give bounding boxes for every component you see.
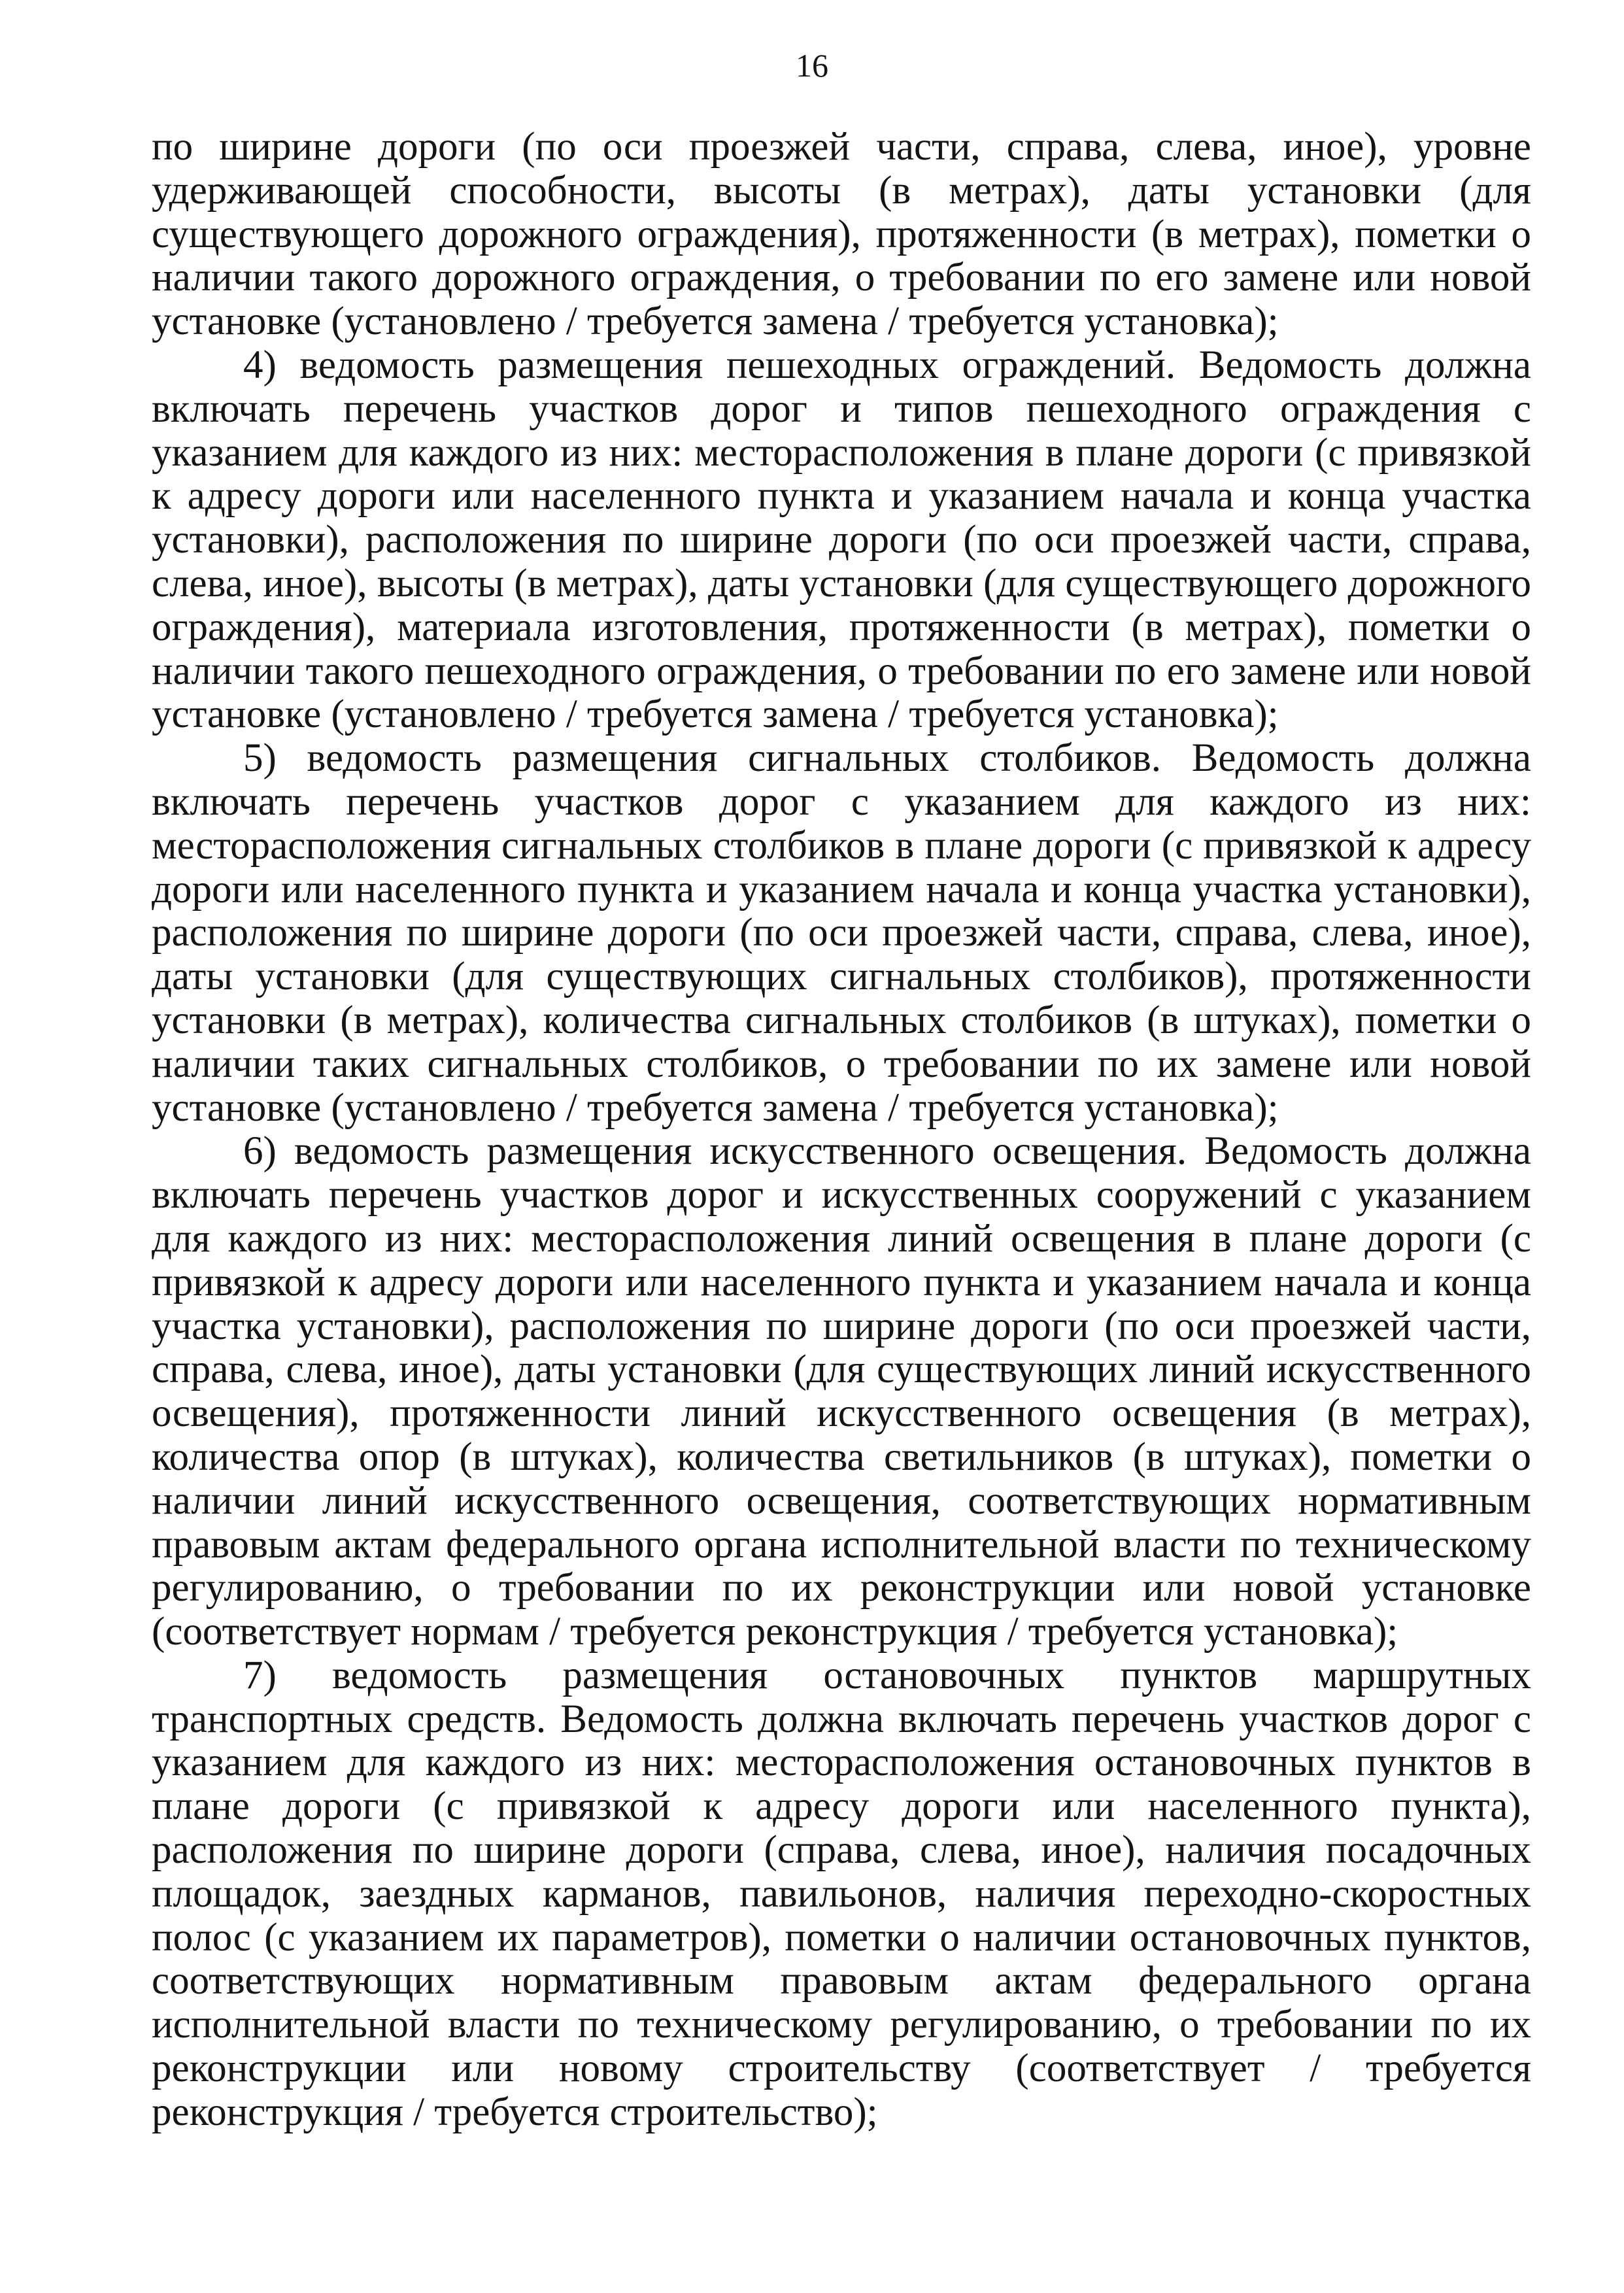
paragraph-item-6: 6) ведомость размещения искусственного освещения. Ведомость должна включать перечень участков дорог и искусственных сооружений с указанием для каждого из них: месторасположения линий освещения в плане дороги (с привязкой к адресу дороги или населенного пункта и указанием начала и конца участка установки), расположения по ширине дороги (по оси проезжей части, справа, слева, иное), даты установки (для существующих линий искусственного освещения), протяженности линий искусственного освещения (в метрах), количества опор (в штуках), количества светильников (в штуках), пометки о наличии линий искусственного освещения, соответствующих нормативным правовым актам федерального органа исполнительной власти по техническому регулированию, о требовании по их реконструкции или новой установке (соответствует нормам / требуется реконструкция / требуется установка); [152, 1129, 1531, 1654]
paragraph-item-4: 4) ведомость размещения пешеходных ограждений. Ведомость должна включать перечень участков дорог и типов пешеходного ограждения с указанием для каждого из них: месторасположения в плане дороги (с привязкой к адресу дороги или населенного пункта и указанием начала и конца участка установки), расположения по ширине дороги (по оси проезжей части, справа, слева, иное), высоты (в метрах), даты установки (для существующего дорожного ограждения), материала изготовления, протяженности (в метрах), пометки о наличии такого пешеходного ограждения, о требовании по его замене или новой установке (установлено / требуется замена / требуется установка); [152, 343, 1531, 737]
page-number: 16 [796, 47, 828, 84]
paragraph-item-5: 5) ведомость размещения сигнальных столбиков. Ведомость должна включать перечень участков дорог с указанием для каждого из них: месторасположения сигнальных столбиков в плане дороги (с привязкой к адресу дороги или населенного пункта и указанием начала и конца участка установки), расположения по ширине дороги (по оси проезжей части, справа, слева, иное), даты установки (для существующих сигнальных столбиков), протяженности установки (в метрах), количества сигнальных столбиков (в штуках), пометки о наличии таких сигнальных столбиков, о требовании по их замене или новой установке (установлено / требуется замена / требуется установка); [152, 736, 1531, 1130]
paragraph-continuation: по ширине дороги (по оси проезжей части, справа, слева, иное), уровне удерживающей способности, высоты (в метрах), даты установки (для существующего дорожного ограждения), протяженности (в метрах), пометки о наличии такого дорожного ограждения, о требовании по его замене или новой установке (установлено / требуется замена / требуется установка); [152, 125, 1531, 344]
paragraph-item-7: 7) ведомость размещения остановочных пунктов маршрутных транспортных средств. Ведомость должна включать перечень участков дорог с указанием для каждого из них: месторасположения остановочных пунктов в плане дороги (с привязкой к адресу дороги или населенного пункта), расположения по ширине дороги (справа, слева, иное), наличия посадочных площадок, заездных карманов, павильонов, наличия переходно-скоростных полос (с указанием их параметров), пометки о наличии остановочных пунктов, соответствующих нормативным правовым актам федерального органа исполнительной власти по техническому регулированию, о требовании по их реконструкции или новому строительству (соответствует / требуется реконструкция / требуется строительство); [152, 1653, 1531, 2134]
document-body [152, 126, 1531, 2135]
